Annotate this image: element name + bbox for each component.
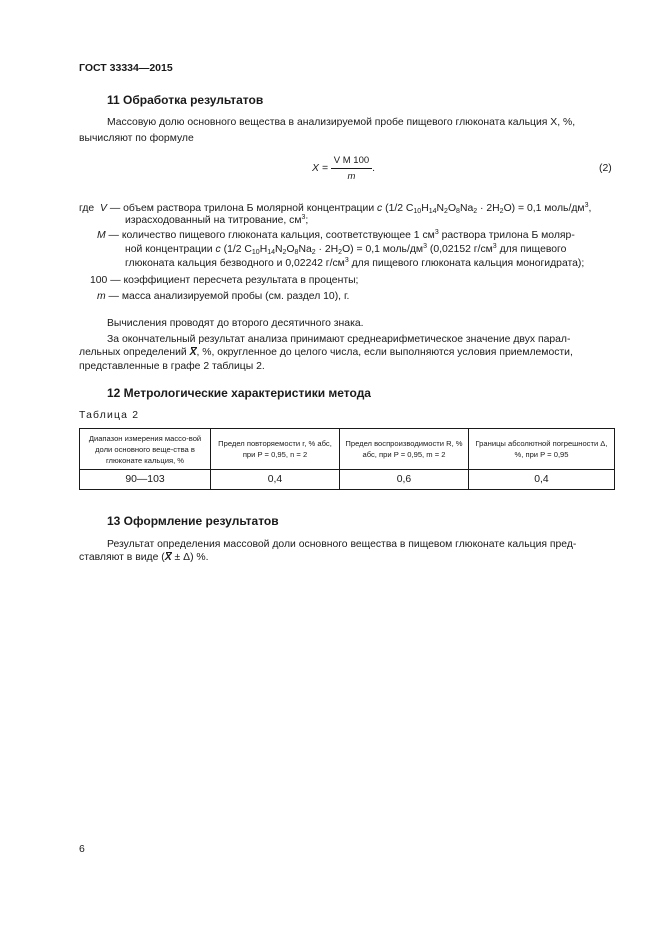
section-11-intro-line1: Массовую долю основного вещества в анализируемой пробе пищевого глюконата кальция X, %,: [107, 117, 576, 128]
final-result-line2b: , %, округленное до целого числа, если выполняются условия приемлемости,: [196, 347, 573, 358]
final-result-line2a: лельных определений: [79, 347, 187, 358]
var-m-line3: глюконата кальция безводного и 0,02242 $г/см^3$ для пищевого глюконата кальция моногидрата);: [125, 257, 585, 269]
table-header-cell: Диапазон измерения массо-вой доли основного веще-ства в глюконате кальция, %: [80, 429, 211, 470]
table-header-row: [80, 429, 615, 470]
formula-denominator: m: [347, 171, 356, 182]
final-result-line1: За окончательный результат анализа принимают среднеарифметическое значение двух парал-: [107, 334, 571, 345]
section-13-title: 13 Оформление результатов: [107, 514, 279, 528]
calc-note: Вычисления проводят до второго десятичного знака.: [107, 318, 364, 329]
var-m-symbol: M: [97, 230, 106, 241]
final-result-line3: представленные в графе 2 таблицы 2.: [79, 361, 265, 372]
x-bar-symbol: X: [164, 552, 172, 563]
table-header-cell: Предел повторяемости r, % абс, при P = 0,95, n = 2: [211, 429, 340, 470]
table-cell: 0,4: [469, 470, 615, 490]
var-m-small-symbol: m: [97, 291, 106, 302]
var-100-symbol: 100: [90, 275, 108, 286]
formula-tail: .: [372, 163, 376, 174]
section-12-title: 12 Метрологические характеристики метода: [107, 386, 371, 400]
var-m-small-desc: масса анализируемой пробы (см. раздел 10), г.: [121, 291, 350, 302]
formula-fraction: [331, 155, 372, 182]
var-m-small-item: [97, 289, 349, 305]
where-word: где: [79, 203, 95, 214]
formula-2: [312, 155, 375, 182]
var-v-dash: —: [109, 203, 121, 214]
var-100-dash: —: [110, 275, 121, 286]
var-m-line2: ной концентрации c (1/2 $C_{10}H_{14}N_2O_8Na_2 \cdot 2H_2O) = 0,1$ моль/$дм^3$ (0,02152 $г/см^3$ для пищевого: [125, 243, 567, 256]
section-13-line2a: ставляют в виде (: [79, 552, 165, 563]
var-100-desc: коэффициент пересчета результата в проценты;: [123, 275, 359, 286]
formula-lhs: X =: [312, 163, 328, 174]
section-13-line2b: ± Δ) %.: [171, 552, 209, 563]
section-13-line1: Результат определения массовой доли основного вещества в пищевом глюконате кальция пред-: [107, 539, 577, 550]
x-bar-symbol: X: [189, 347, 197, 358]
page-number: 6: [79, 844, 85, 855]
section-11-intro-line2: вычисляют по формуле: [79, 133, 194, 144]
var-m-item: M — количество пищевого глюконата кальция, соответствующее 1 $см^3$ раствора трилона Б моляр-: [97, 229, 575, 241]
metrology-table: [79, 428, 615, 490]
formula-number: (2): [599, 163, 612, 174]
section-11-title: 11 Обработка результатов: [107, 93, 264, 107]
var-v-line2: израсходованный на титрование, $см^3$;: [125, 214, 309, 226]
var-m-dash: —: [108, 230, 119, 241]
var-100-item: [90, 273, 358, 289]
var-m-small-dash: —: [108, 291, 119, 302]
section-13-line2: [79, 550, 209, 566]
table-cell: 90—103: [80, 470, 211, 490]
table-caption: Таблица 2: [79, 410, 140, 421]
table-header-cell: Границы абсолютной погрешности Δ, %, при P = 0,95: [469, 429, 615, 470]
formula-numerator: V M 100: [331, 155, 372, 169]
var-v-item: V — объем раствора трилона Б молярной концентрации c (1/2 $C_{10}H_{14}N_2O_8Na_2 \cdot 2H_2O) = 0,1$ моль/$дм^3$,: [100, 202, 592, 215]
table-row: [80, 470, 615, 490]
document-header: ГОСТ 33334—2015: [79, 62, 173, 74]
table-cell: 0,6: [340, 470, 469, 490]
var-v-symbol: V: [100, 203, 107, 214]
table-header-cell: Предел воспроизводимости R, % абс, при P = 0,95, m = 2: [340, 429, 469, 470]
table-cell: 0,4: [211, 470, 340, 490]
